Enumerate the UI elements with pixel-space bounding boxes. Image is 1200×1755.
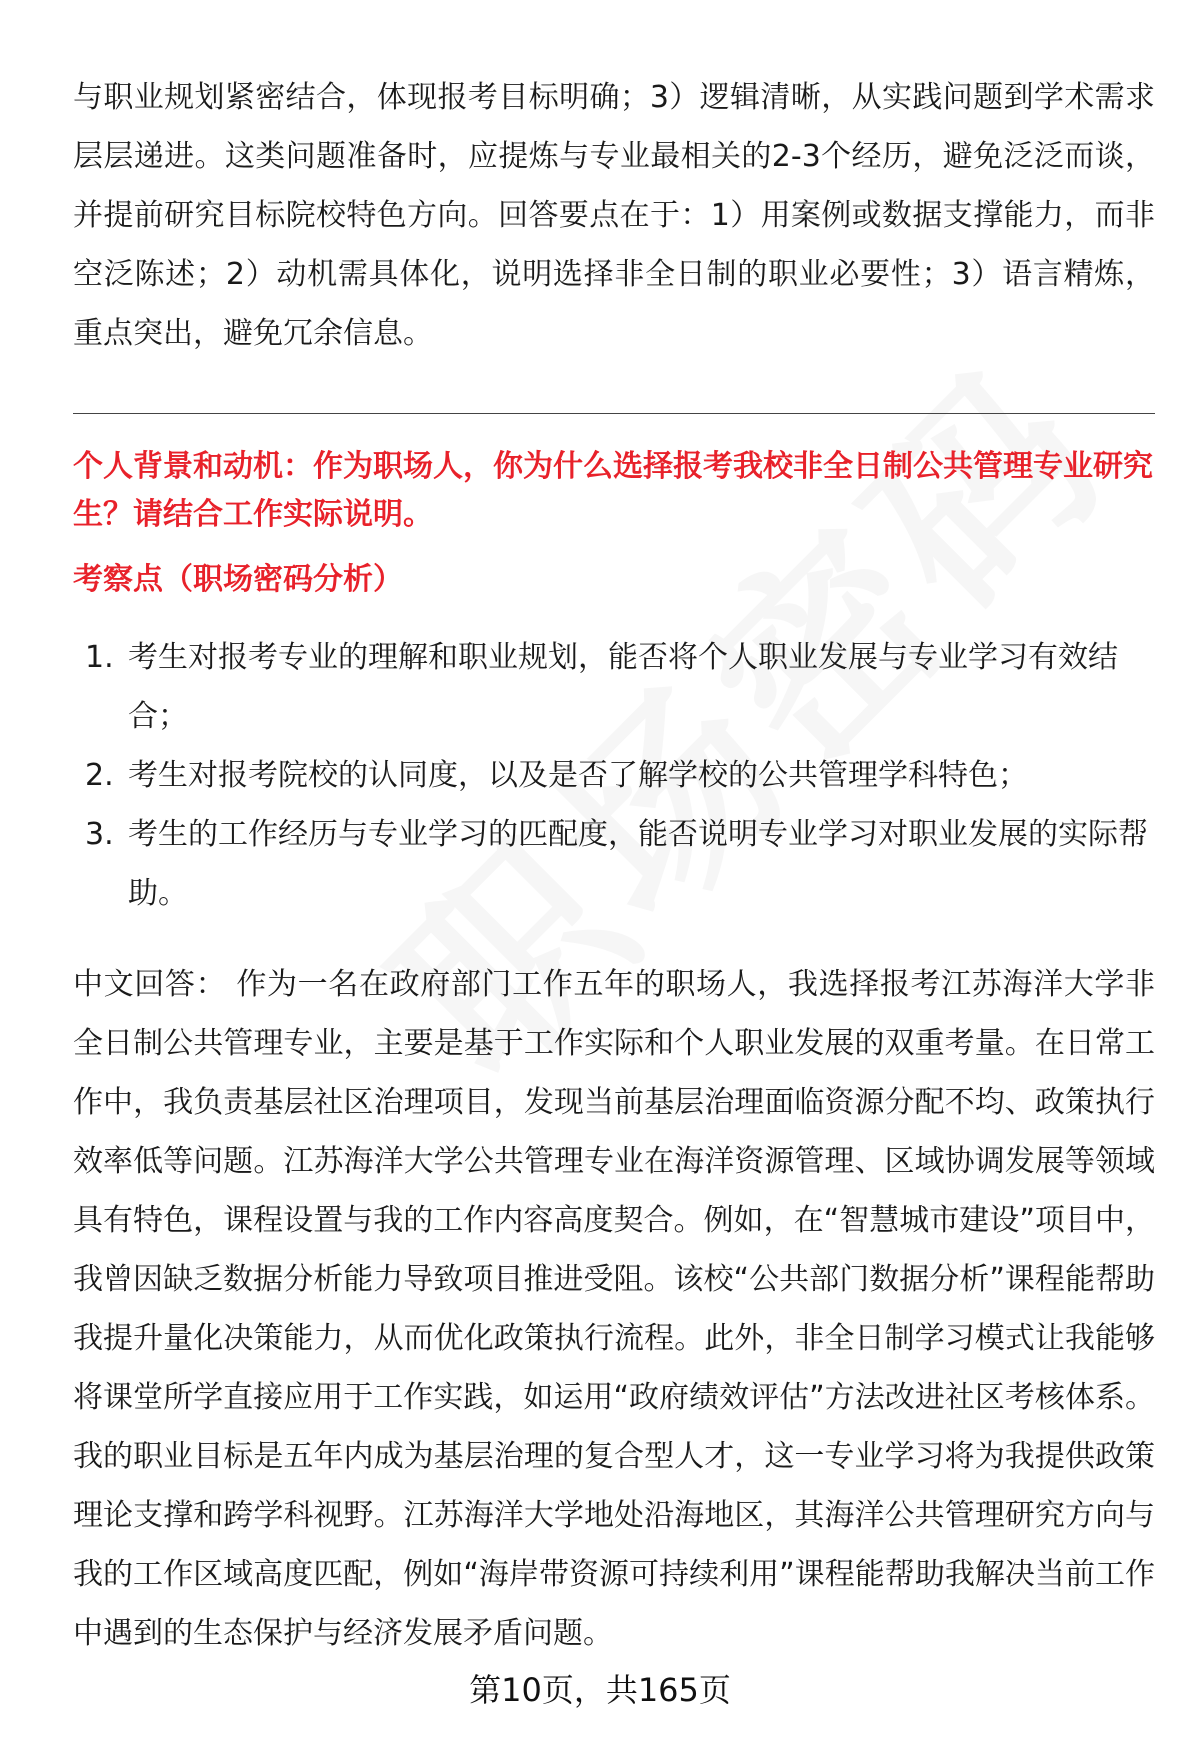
list-item-number: 3.: [85, 817, 114, 852]
list-item: [73, 746, 1155, 805]
intro-paragraph: 与职业规划紧密结合，体现报考目标明确；3）逻辑清晰，从实践问题到学术需求层层递进。这类问题准备时，应提炼与专业最相关的2-3个经历，避免泛泛而谈，并提前研究目标院校特色方向。回答要点在于：1）用案例或数据支撑能力，而非空泛陈述；2）动机需具体化，说明选择非全日制的职业必要性；3）语言精炼，重点突出，避免冗余信息。: [73, 80, 1155, 351]
points-list: [73, 628, 1155, 923]
list-item-number: 1.: [85, 640, 114, 675]
list-item-text: 考生对报考专业的理解和职业规划，能否将个人职业发展与专业学习有效结合；: [128, 640, 1118, 734]
answer-paragraph: 中文回答： 作为一名在政府部门工作五年的职场人，我选择报考江苏海洋大学非全日制公共管理专业，主要是基于工作实际和个人职业发展的双重考量。在日常工作中，我负责基层社区治理项目，发现当前基层治理面临资源分配不均、政策执行效率低等问题。江苏海洋大学公共管理专业在海洋资源管理、区域协调发展等领域具有特色，课程设置与我的工作内容高度契合。例如，在“智慧城市建设”项目中，我曾因缺乏数据分析能力导致项目推进受阻。该校“公共部门数据分析”课程能帮助我提升量化决策能力，从而优化政策执行流程。此外，非全日制学习模式让我能够将课堂所学直接应用于工作实践，如运用“政府绩效评估”方法改进社区考核体系。我的职业目标是五年内成为基层治理的复合型人才，这一专业学习将为我提供政策理论支撑和跨学科视野。江苏海洋大学地处沿海地区，其海洋公共管理研究方向与我的工作区域高度匹配，例如“海岸带资源可持续利用”课程能帮助我解决当前工作中遇到的生态保护与经济发展矛盾问题。: [73, 967, 1155, 1651]
list-item-number: 2.: [85, 758, 114, 793]
list-item: [73, 805, 1155, 923]
question-heading: 个人背景和动机：作为职场人，你为什么选择报考我校非全日制公共管理专业研究生？请结合工作实际说明。: [73, 449, 1153, 532]
list-item: [73, 628, 1155, 746]
page-footer: 第10页，共165页: [469, 1671, 731, 1709]
points-title: 考察点（职场密码分析）: [73, 562, 403, 597]
section-divider: [73, 413, 1155, 414]
list-item-text: 考生的工作经历与专业学习的匹配度，能否说明专业学习对职业发展的实际帮助。: [128, 817, 1148, 911]
list-item-text: 考生对报考院校的认同度，以及是否了解学校的公共管理学科特色；: [128, 758, 1028, 793]
